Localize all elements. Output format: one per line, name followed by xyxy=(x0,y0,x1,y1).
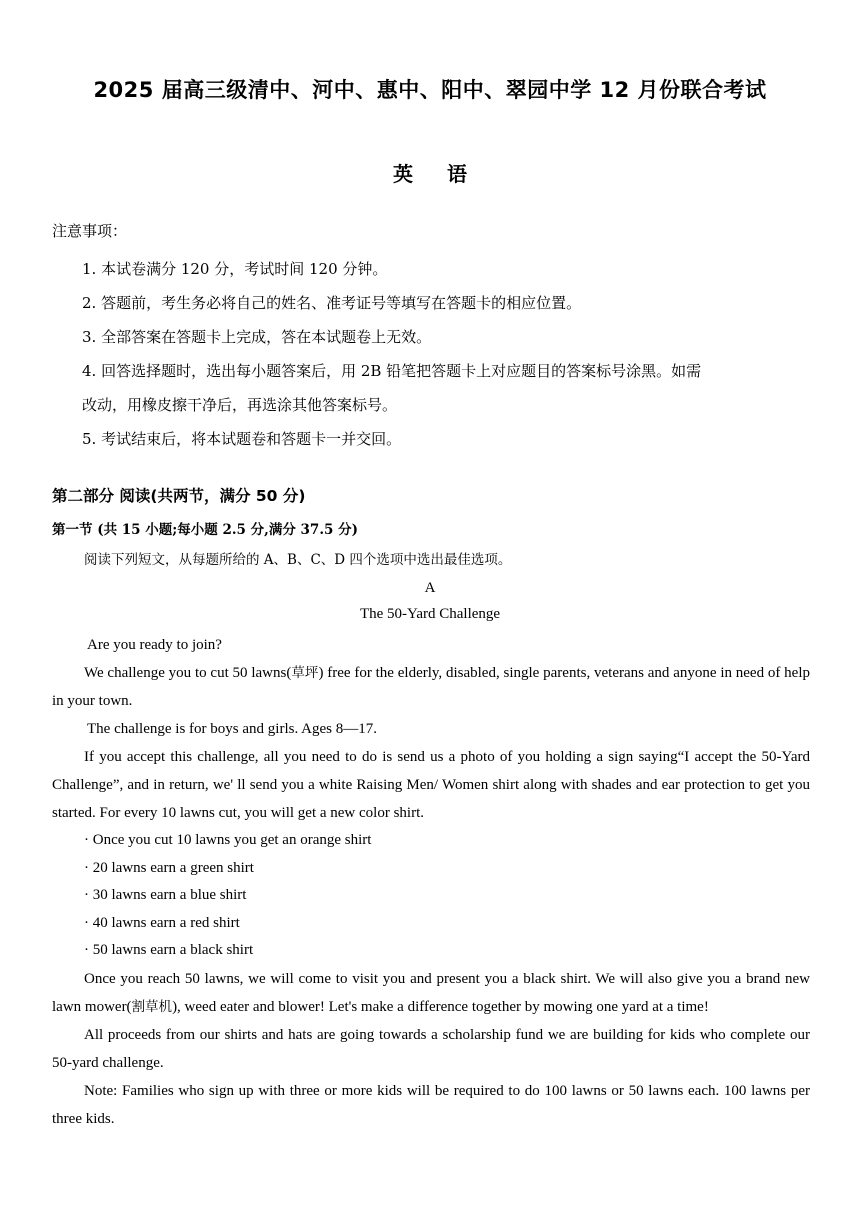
list-item: · 20 lawns earn a green shirt xyxy=(84,859,254,876)
passage-letter: A xyxy=(424,580,436,596)
passage-paragraph: Are you ready to join? xyxy=(87,637,222,653)
part-heading: 第二部分 阅读(共两节，满分 50 分) xyxy=(52,487,306,505)
exam-title: 2025 届高三级清中、河中、惠中、阳中、翠园中学 12 月份联合考试 xyxy=(93,78,767,102)
passage-text: ), weed eater and blower! Let's make a difference together by mowing one yard at a time! xyxy=(172,998,709,1015)
notice-item: 4. 回答选择题时，选出每小题答案后，用 2B 铅笔把答题卡上对应题目的答案标号涂黑。如需 xyxy=(82,362,702,380)
passage-paragraph xyxy=(52,965,810,1021)
subject-title: 英语 xyxy=(393,162,501,186)
passage-paragraph: All proceeds from our shirts and hats are going towards a scholarship fund we are building for kids who complete our 50-yard challenge. xyxy=(52,1026,810,1071)
list-item: · 30 lawns earn a blue shirt xyxy=(84,887,247,903)
section-heading: 第一节 (共 15 小题;每小题 2.5 分,满分 37.5 分) xyxy=(52,522,359,538)
passage-text: We challenge you to cut 50 lawns( xyxy=(84,665,292,681)
gloss-lawn-mower: 割草机 xyxy=(131,998,173,1015)
notice-item: 5. 考试结束后，将本试题卷和答题卡一并交回。 xyxy=(82,430,402,448)
notice-item: 3. 全部答案在答题卡上完成，答在本试题卷上无效。 xyxy=(82,328,432,346)
passage-paragraph: The challenge is for boys and girls. Ages 8—17. xyxy=(87,721,377,737)
notice-heading: 注意事项： xyxy=(52,222,128,240)
reading-instruction: 阅读下列短文，从每题所给的 A、B、C、D 四个选项中选出最佳选项。 xyxy=(84,552,512,568)
passage-text: ) free for the elderly, disabled, single parents, veterans and anyone in need of help in your town. xyxy=(52,665,810,709)
passage-text: Once you reach 50 lawns, we will come to visit you and present you a black shirt. We will also give you a brand new lawn mower( xyxy=(52,970,810,1015)
shirt-reward-list xyxy=(52,827,810,965)
passage-title: The 50-Yard Challenge xyxy=(359,606,501,622)
notice-list xyxy=(82,252,812,456)
gloss-lawn: 草坪 xyxy=(291,665,319,681)
list-item: · 40 lawns earn a red shirt xyxy=(84,914,240,931)
notice-item: 2. 答题前，考生务必将自己的姓名、准考证号等填写在答题卡的相应位置。 xyxy=(82,294,582,312)
passage-body xyxy=(52,631,810,1133)
passage-paragraph: Note: Families who sign up with three or more kids will be required to do 100 lawns or 50 lawns each. 100 lawns per three kids. xyxy=(52,1082,810,1127)
notice-item-continuation: 改动，用橡皮擦干净后，再选涂其他答案标号。 xyxy=(82,396,398,414)
passage-paragraph: If you accept this challenge, all you need to do is send us a photo of you holding a sign saying“I accept the 50-Yard Challenge”, and in return, we' ll send you a white Raising Men/ Women shirt along with shades and ear protection to get you started. For every 10 lawns cut, you will get a new color shirt. xyxy=(52,749,810,821)
notice-item: 1. 本试卷满分 120 分，考试时间 120 分钟。 xyxy=(82,260,388,278)
list-item: · Once you cut 10 lawns you get an orange shirt xyxy=(84,832,372,848)
passage-paragraph xyxy=(52,659,810,715)
list-item: · 50 lawns earn a black shirt xyxy=(84,942,254,958)
